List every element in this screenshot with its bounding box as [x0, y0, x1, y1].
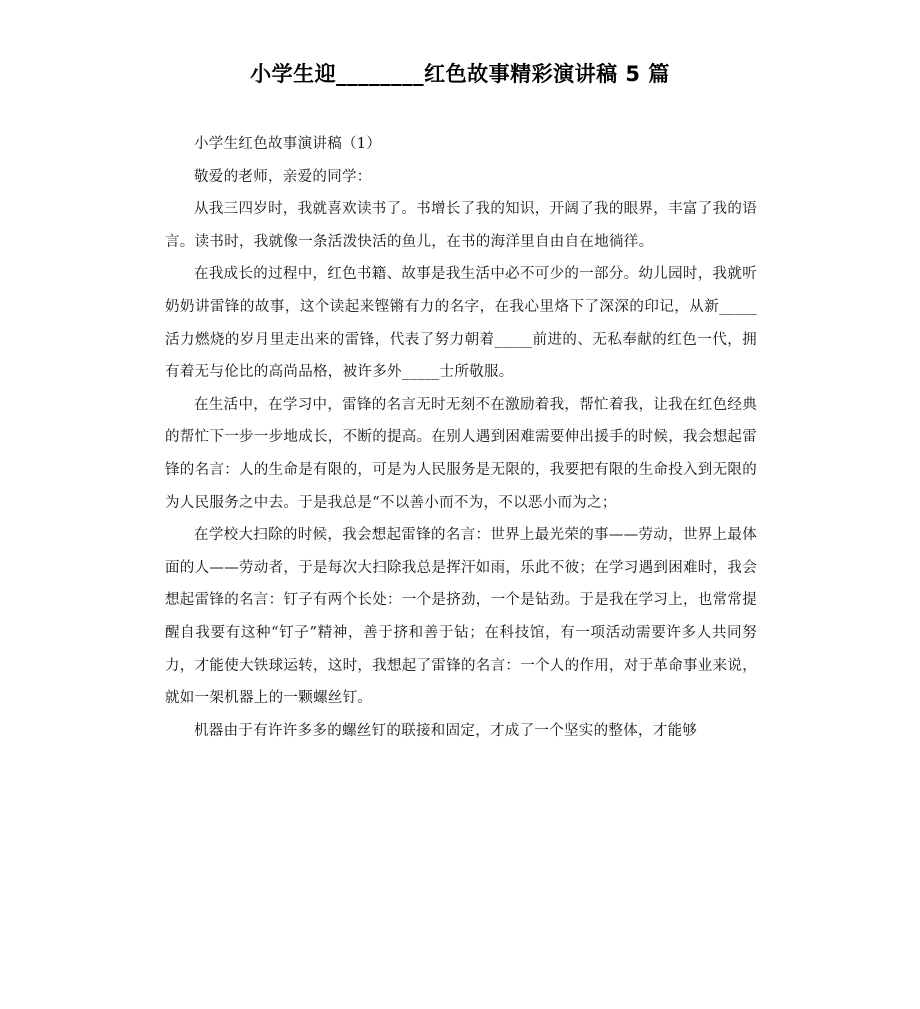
body-paragraph: 在生活中，在学习中，雷锋的名言无时无刻不在激励着我，帮忙着我，让我在红色经典的帮忙下一步一步地成长，不断的提高。在别人遇到困难需要伸出援手的时候，我会想起雷锋的名言：人的生命是有限的，可是为人民服务是无限的，我要把有限的生命投入到无限的为人民服务之中去。于是我总是“不以善小而不为，不以恶小而为之；	[165, 396, 757, 511]
section-heading: 小学生红色故事演讲稿（1）	[194, 136, 382, 152]
body-paragraph: 从我三四岁时，我就喜欢读书了。书增长了我的知识，开阔了我的眼界，丰富了我的语言。读书时，我就像一条活泼快活的鱼儿，在书的海洋里自由自在地徜徉。	[165, 201, 757, 250]
body-paragraph: 机器由于有许许多多的螺丝钉的联接和固定，才成了一个坚实的整体，才能够	[194, 722, 698, 739]
document-body	[165, 128, 757, 747]
body-paragraph: 在学校大扫除的时候，我会想起雷锋的名言：世界上最光荣的事——劳动，世界上最体面的人——劳动者，于是每次大扫除我总是挥汗如雨，乐此不彼；在学习遇到困难时，我会想起雷锋的名言：钉子有两个长处：一个是挤劲，一个是钻劲。于是我在学习上，也常常提醒自我要有这种“钉子”精神，善于挤和善于钻；在科技馆，有一项活动需要许多人共同努力，才能使大铁球运转，这时，我想起了雷锋的名言：一个人的作用，对于革命事业来说，就如一架机器上的一颗螺丝钉。	[165, 527, 757, 707]
salutation: 敬爱的老师，亲爱的同学：	[194, 168, 372, 185]
body-paragraph: 在我成长的过程中，红色书籍、故事是我生活中必不可少的一部分。幼儿园时，我就听奶奶讲雷锋的故事，这个读起来铿锵有力的名字，在我心里烙下了深深的印记，从新_____活力燃烧的岁月里走出来的雷锋，代表了努力朝着_____前进的、无私奉献的红色一代，拥有着无与伦比的高尚品格，被许多外_____士所敬服。	[165, 266, 757, 381]
document-title: 小学生迎________红色故事精彩演讲稿 5 篇	[250, 62, 670, 86]
